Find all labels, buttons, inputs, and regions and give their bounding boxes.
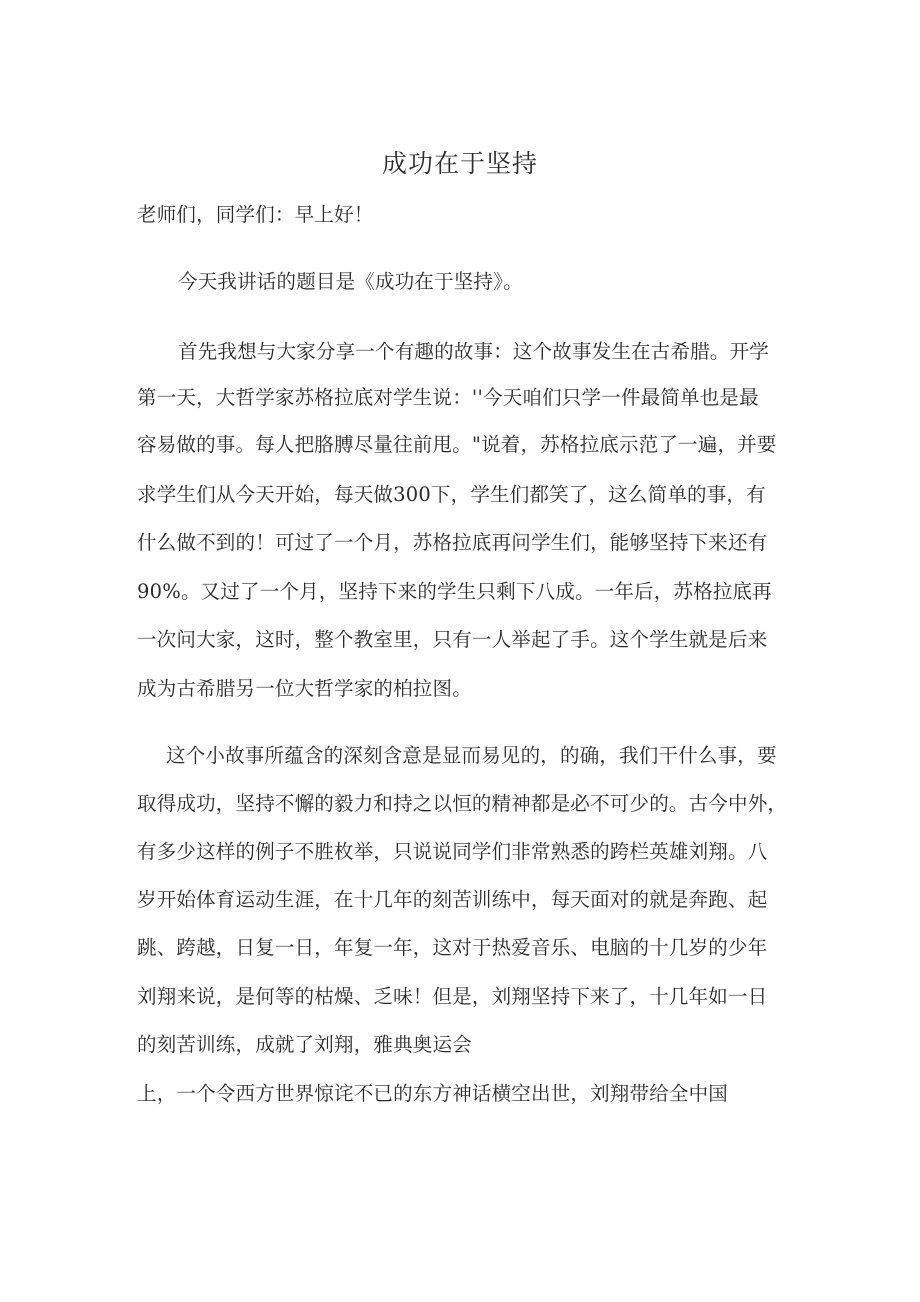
- paragraph-line: 第一天，大哲学家苏格拉底对学生说：''今天咱们只学一件最简单也是最: [137, 386, 759, 409]
- paragraph-line: 容易做的事。每人把胳膊尽量往前甩。"说着，苏格拉底示范了一遍，并要: [137, 433, 777, 456]
- document-title: 成功在于坚持: [381, 149, 538, 178]
- paragraph-line: 取得成功，坚持不懈的毅力和持之以恒的精神都是必不可少的。古今中外，: [137, 792, 788, 815]
- paragraph-line: 求学生们从今天开始，每天做300下，学生们都笑了，这么简单的事，有: [137, 483, 766, 506]
- paragraph-line: 的刻苦训练，成就了刘翔，雅典奥运会: [137, 1033, 472, 1056]
- paragraph-line: 这个小故事所蕴含的深刻含意是显而易见的，的确，我们干什么事，要: [166, 744, 777, 767]
- paragraph-line: 90%。又过了一个月，坚持下来的学生只剩下八成。一年后，苏格拉底再: [137, 580, 772, 603]
- paragraph-line: 一次问大家，这时，整个教室里，只有一人举起了手。这个学生就是后来: [137, 628, 768, 651]
- paragraph-line: 成为古希腊另一位大哲学家的柏拉图。: [137, 677, 472, 700]
- paragraph-line: 什么做不到的！可过了一个月，苏格拉底再问学生们，能够坚持下来还有: [137, 531, 768, 554]
- paragraph-line: 岁开始体育运动生涯，在十几年的刻苦训练中，每天面对的就是奔跑、起: [137, 888, 768, 911]
- paragraph-line: 首先我想与大家分享一个有趣的故事：这个故事发生在古希腊。开学: [178, 340, 770, 363]
- paragraph-line: 今天我讲话的题目是《成功在于坚持》。: [178, 270, 523, 293]
- paragraph-line: 上，一个令西方世界惊诧不已的东方神话横空出世，刘翔带给全中国: [137, 1082, 729, 1105]
- paragraph-line: 刘翔来说，是何等的枯燥、乏味！但是，刘翔坚持下来了，十几年如一日: [137, 985, 768, 1008]
- greeting-line: 老师们，同学们：早上好！: [137, 203, 374, 226]
- paragraph-line: 有多少这样的例子不胜枚举，只说说同学们非常熟悉的跨栏英雄刘翔。八: [137, 840, 768, 863]
- paragraph-line: 跳、跨越，日复一日，年复一年，这对于热爱音乐、电脑的十几岁的少年: [137, 936, 768, 959]
